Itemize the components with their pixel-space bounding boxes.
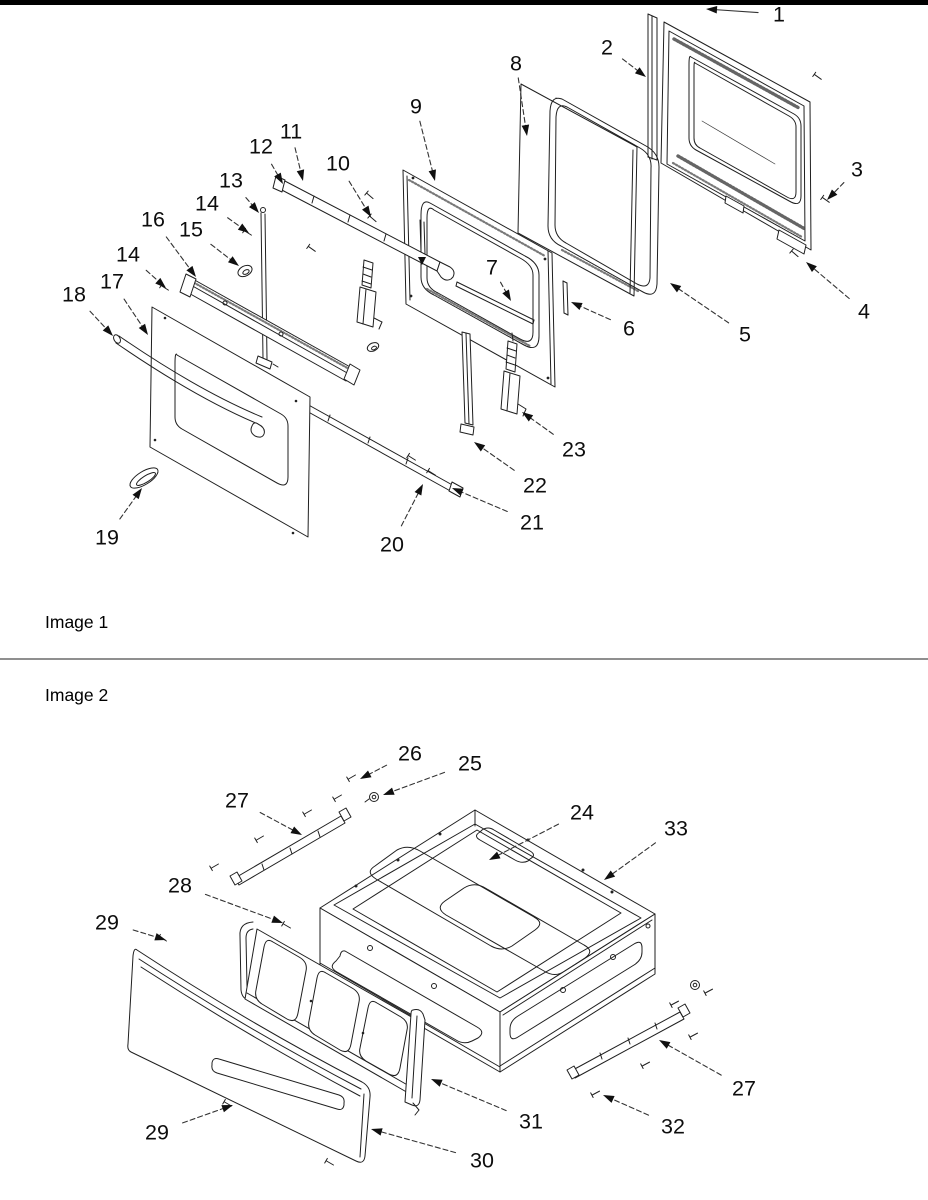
callout-arrowhead-26 (360, 771, 372, 779)
callout-number-23: 23 (562, 437, 586, 462)
callout-arrowhead-32 (603, 1095, 615, 1103)
part-1-outer-door-panel (648, 14, 811, 254)
callout-number-31: 31 (519, 1109, 543, 1134)
part-19-end-cap (127, 464, 161, 492)
callout-number-32: 32 (661, 1114, 685, 1139)
callout-arrowhead-33 (604, 870, 615, 880)
callout-leader-16 (166, 237, 190, 270)
callout-arrowhead-25 (383, 788, 395, 795)
right-roller (691, 981, 700, 990)
part-6-retainer-strip (563, 281, 568, 315)
callout-number-33: 33 (664, 816, 688, 841)
callout-leader-4 (813, 268, 849, 299)
callout-leader-18 (90, 311, 107, 329)
callout-number-18: 18 (62, 282, 86, 307)
callout-leader-28 (205, 894, 274, 919)
callout-number-26: 26 (398, 741, 422, 766)
callout-leader-10 (349, 181, 366, 209)
callout-number-6: 6 (623, 316, 635, 341)
callout-number-27: 27 (732, 1076, 756, 1101)
callout-number-12: 12 (249, 134, 273, 159)
callout-leader-26 (368, 765, 387, 775)
callout-arrowhead-31 (431, 1079, 443, 1087)
callout-number-13: 13 (219, 168, 243, 193)
figure-drawer-exploded (128, 773, 714, 1168)
left-hinge-assembly (357, 260, 382, 353)
callout-leader-23 (529, 417, 553, 434)
callout-number-16: 16 (141, 207, 165, 232)
callout-leader-27 (260, 812, 294, 830)
callout-leader-33 (611, 843, 655, 875)
part-27-slide-rail-left (230, 808, 351, 885)
callout-leader-31 (439, 1082, 506, 1110)
callout-number-29: 29 (145, 1120, 169, 1145)
callout-number-21: 21 (520, 510, 544, 535)
callout-number-14: 14 (195, 191, 219, 216)
callout-leader-6 (579, 306, 610, 320)
callout-number-10: 10 (326, 151, 350, 176)
callout-arrowhead-27 (291, 826, 302, 835)
callout-leader-12 (272, 164, 279, 176)
callout-number-14: 14 (116, 242, 140, 267)
part-22-side-rail (460, 332, 474, 435)
callout-leader-25 (391, 772, 444, 792)
callout-arrowhead-30 (371, 1128, 383, 1135)
callout-arrowhead-15 (228, 256, 239, 266)
part-13-rod (256, 208, 278, 370)
callout-leader-15 (211, 244, 232, 260)
callout-number-1: 1 (773, 2, 785, 27)
callout-leader-1 (715, 10, 758, 13)
part-5-glass-pack (548, 98, 659, 294)
callout-number-7: 7 (486, 255, 498, 280)
callout-number-4: 4 (858, 299, 870, 324)
callout-number-11: 11 (279, 119, 303, 144)
callout-arrowhead-19 (133, 488, 142, 499)
callout-arrowhead-22 (474, 442, 485, 451)
callout-leader-14 (228, 218, 242, 228)
callout-arrowhead-10 (362, 206, 371, 217)
callout-leader-17 (124, 299, 143, 327)
callout-leader-27 (667, 1044, 721, 1075)
callout-arrowhead-13 (249, 202, 259, 213)
part-25-roller (365, 793, 379, 803)
callout-arrowhead-29 (221, 1105, 233, 1112)
callout-number-24: 24 (570, 800, 594, 825)
callout-number-30: 30 (470, 1148, 494, 1173)
callout-number-17: 17 (100, 269, 124, 294)
callout-leader-19 (120, 495, 137, 519)
callout-number-25: 25 (458, 751, 482, 776)
callout-arrowhead-9 (429, 169, 436, 181)
callout-leader-29 (133, 930, 157, 937)
callout-leader-30 (380, 1131, 456, 1152)
figure-oven-door-exploded (112, 14, 831, 537)
callout-leader-14 (146, 270, 159, 282)
callout-arrowhead-2 (635, 67, 646, 77)
callout-arrowhead-1 (706, 6, 717, 14)
callout-leader-11 (295, 148, 301, 172)
callout-number-20: 20 (380, 532, 404, 557)
callout-leader-29 (183, 1108, 225, 1123)
callout-arrowhead-20 (415, 484, 423, 496)
callout-arrowhead-5 (670, 283, 681, 292)
callout-leader-8 (518, 78, 525, 127)
callout-arrowhead-8 (522, 125, 530, 136)
image2-label: Image 2 (45, 685, 109, 705)
callout-leader-5 (677, 288, 728, 323)
callout-number-27: 27 (225, 788, 249, 813)
image1-label: Image 1 (45, 612, 109, 632)
callout-number-15: 15 (179, 217, 203, 242)
callout-leader-32 (611, 1099, 648, 1116)
callout-arrowhead-27 (659, 1040, 670, 1049)
callout-number-2: 2 (601, 35, 613, 60)
callout-leader-2 (622, 59, 638, 72)
callout-number-22: 22 (523, 473, 547, 498)
callout-number-19: 19 (95, 525, 119, 550)
callout-number-8: 8 (510, 51, 522, 76)
callout-number-3: 3 (851, 157, 863, 182)
callout-arrowhead-17 (139, 324, 148, 335)
callout-leader-21 (460, 492, 507, 512)
callout-number-9: 9 (410, 94, 422, 119)
callout-leader-3 (833, 183, 844, 194)
callout-number-29: 29 (95, 910, 119, 935)
part-9-inner-door-panel (403, 170, 555, 387)
part-15-grommet (236, 263, 254, 279)
callout-arrowhead-6 (571, 302, 583, 310)
callout-arrowhead-11 (297, 169, 304, 181)
callout-leader-9 (420, 121, 433, 172)
callout-leader-20 (401, 492, 418, 526)
callout-leader-22 (481, 447, 514, 470)
callout-number-28: 28 (168, 873, 192, 898)
callout-number-5: 5 (739, 322, 751, 347)
callout-arrowhead-23 (522, 412, 533, 421)
callout-arrowhead-28 (271, 916, 283, 923)
